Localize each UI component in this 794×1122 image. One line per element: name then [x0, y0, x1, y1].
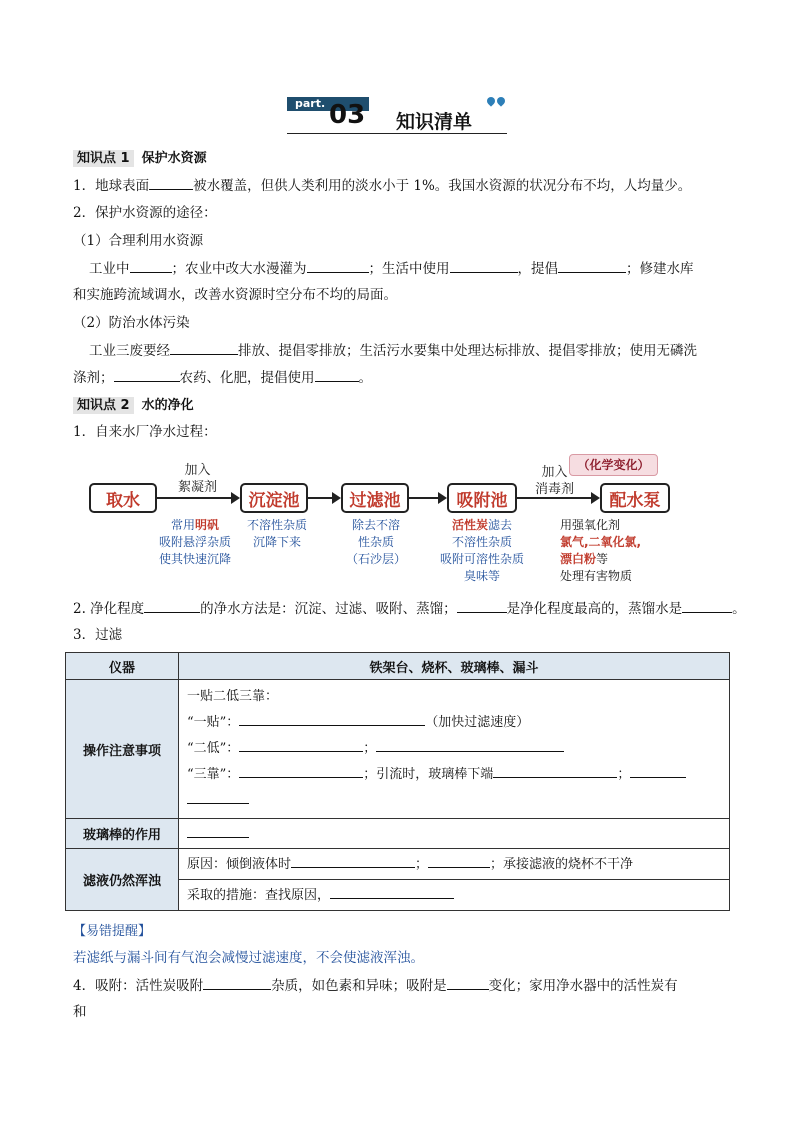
- text: 使其快速沉降: [158, 552, 231, 566]
- kp1-line-7: [89, 340, 697, 361]
- text: ；承接滤液的烧杯不干净: [490, 857, 634, 872]
- adsorb-line-2: 和: [73, 1004, 87, 1020]
- text: 杂质，如色素和异味；吸附是: [271, 978, 447, 994]
- kp1-line-8: [73, 367, 372, 388]
- header-rule: [287, 133, 507, 134]
- fill-blank[interactable]: [291, 853, 415, 868]
- kp1-line-1: [73, 175, 691, 196]
- text: （加快过滤速度）: [425, 715, 530, 730]
- text: 是净化程度最高的，蒸馏水是: [506, 601, 683, 617]
- fill-blank[interactable]: [130, 258, 172, 273]
- flow-box-adsorption: 吸附池: [447, 483, 517, 513]
- kp1-line-6: （2）防治水体污染: [73, 315, 190, 331]
- text: 絮凝剂: [177, 480, 217, 495]
- page-title: 知识清单: [396, 111, 473, 133]
- water-drop-icon: [485, 95, 496, 106]
- text: “一贴”：: [187, 715, 240, 730]
- instruments-value: 铁架台、烧杯、玻璃棒、漏斗: [179, 653, 730, 680]
- text: 臭味等: [463, 569, 500, 583]
- three-lean-line: [187, 762, 721, 788]
- water-drop-icon: [495, 95, 506, 106]
- kp2-title: 水的净化: [141, 398, 194, 413]
- text: ；修建水库: [626, 261, 694, 277]
- text: ；: [617, 767, 631, 782]
- flow-box-pump: 配水泵: [600, 483, 670, 513]
- flow-box-intake: 取水: [89, 483, 157, 513]
- fill-blank[interactable]: [239, 711, 425, 726]
- text: 漂白粉: [560, 552, 597, 566]
- text: 除去不溶: [351, 518, 400, 532]
- row-header-rod-role: 玻璃棒的作用: [66, 819, 179, 849]
- text: 处理有害物质: [560, 569, 633, 583]
- text: 的净水方法是：沉淀、过滤、吸附、蒸馏；: [200, 601, 457, 617]
- fill-blank[interactable]: [307, 258, 369, 273]
- text: （石沙层）: [345, 552, 406, 566]
- kp2-tag: 知识点 2: [73, 397, 134, 414]
- fill-blank[interactable]: [315, 367, 359, 382]
- fill-blank[interactable]: [493, 763, 617, 778]
- fill-blank[interactable]: [114, 367, 180, 382]
- note-filtration: [343, 517, 409, 568]
- one-stick-line: [187, 710, 721, 736]
- text: 原因：倾倒液体时: [187, 857, 292, 872]
- kp2-line-1: 1．自来水厂净水过程：: [73, 424, 217, 440]
- rod-role-cell: [179, 819, 730, 849]
- text: 加入: [541, 465, 568, 480]
- text: 明矾: [195, 518, 220, 532]
- kp2-heading: [73, 395, 194, 416]
- part-label: part.: [287, 97, 369, 111]
- fill-blank[interactable]: [376, 737, 564, 752]
- text: 被水覆盖，但供人类利用的淡水小于 1%。我国水资源的状况分布不均，人均量少。: [193, 178, 692, 194]
- row-header-turbid: 滤液仍然浑浊: [66, 849, 179, 911]
- text: 用强氧化剂: [560, 518, 621, 532]
- text: 农药、化肥，提倡使用: [179, 370, 315, 386]
- text: 等: [596, 552, 609, 566]
- fill-blank[interactable]: [203, 975, 271, 990]
- kp1-line-2: 2．保护水资源的途径：: [73, 205, 217, 221]
- kp1-tag: 知识点 1: [73, 150, 134, 167]
- kp1-line-5: 和实施跨流域调水，改善水资源时空分布不均的局面。: [73, 287, 397, 303]
- fill-blank[interactable]: [447, 975, 489, 990]
- row-header-precautions: 操作注意事项: [66, 680, 179, 819]
- flow-box-filtration: 过滤池: [341, 483, 409, 513]
- fill-blank[interactable]: [239, 763, 363, 778]
- add-flocculant-label: [170, 462, 225, 496]
- flow-arrow: [157, 497, 238, 499]
- text: 排放、提倡零排放；生活污水要集中处理达标排放、提倡零排放；使用无磷洗: [238, 343, 697, 359]
- two-low-line: [187, 736, 721, 762]
- text: 滤去: [488, 518, 513, 532]
- precautions-cell: [179, 680, 730, 819]
- kp1-line-3: （1）合理利用水资源: [73, 233, 204, 249]
- text: “二低”：: [187, 741, 240, 756]
- text: 加入: [184, 463, 211, 478]
- flow-box-sedimentation: 沉淀池: [240, 483, 308, 513]
- filtration-table: [65, 652, 730, 911]
- text: 变化；家用净水器中的活性炭有: [488, 978, 678, 994]
- fill-blank[interactable]: [149, 175, 193, 190]
- fill-blank[interactable]: [330, 884, 454, 899]
- text: 氯气,二氧化氯,: [560, 535, 642, 549]
- adsorb-line-1: [73, 975, 678, 996]
- tip-body: 若滤纸与漏斗间有气泡会减慢过滤速度，不会使滤液浑浊。: [73, 950, 424, 966]
- flow-arrow: [409, 497, 445, 499]
- fill-blank[interactable]: [558, 258, 626, 273]
- kp1-line-4: [89, 258, 694, 279]
- text: 沉降下来: [252, 535, 301, 549]
- text: 性杂质: [357, 535, 394, 549]
- text: 。: [732, 601, 746, 617]
- fill-blank[interactable]: [630, 763, 686, 778]
- text: 吸附悬浮杂质: [158, 535, 231, 549]
- text: 常用: [170, 518, 195, 532]
- text: 4．吸附：活性炭吸附: [73, 978, 204, 994]
- text: ；农业中改大水漫灌为: [171, 261, 307, 277]
- text: ；: [415, 857, 429, 872]
- fill-blank[interactable]: [239, 737, 363, 752]
- text: 吸附可溶性杂质: [439, 552, 524, 566]
- chemical-change-tag: （化学变化）: [569, 454, 658, 476]
- note-sedimentation: [150, 517, 240, 568]
- tip-title: 【易错提醒】: [73, 924, 152, 939]
- fill-blank[interactable]: [457, 598, 507, 613]
- part-number: 03: [329, 100, 366, 130]
- kp2-line-3: 3．过滤: [73, 627, 123, 643]
- text: ；引流时，玻璃棒下端: [363, 767, 494, 782]
- text: 2. 净化程度: [73, 601, 145, 617]
- kp1-heading: [73, 148, 207, 169]
- text: 不溶性杂质: [246, 518, 307, 532]
- text: 工业三废要经: [89, 343, 170, 359]
- text: ，提倡: [517, 261, 558, 277]
- flow-arrow: [308, 497, 339, 499]
- text: 。: [358, 370, 372, 386]
- note-settle: [238, 517, 316, 551]
- note-disinfection: [560, 517, 641, 585]
- measure-line: [179, 880, 729, 910]
- fill-blank[interactable]: [170, 340, 238, 355]
- fill-blank[interactable]: [187, 789, 249, 804]
- text: ；生活中使用: [368, 261, 450, 277]
- note-adsorption: [432, 517, 532, 585]
- kp2-line-2: [73, 598, 746, 619]
- text: 活性炭: [451, 518, 488, 532]
- turbid-cell: [179, 849, 730, 911]
- text: 工业中: [89, 261, 130, 277]
- text: 采取的措施：查找原因，: [187, 888, 331, 903]
- text: “三靠”：: [187, 767, 240, 782]
- row-header-instruments: 仪器: [66, 653, 179, 680]
- text: 消毒剂: [534, 482, 574, 497]
- text: 涤剂；: [73, 370, 114, 386]
- fill-blank[interactable]: [187, 823, 249, 838]
- text: 不溶性杂质: [451, 535, 512, 549]
- text: 一贴二低三靠：: [187, 689, 279, 704]
- kp1-title: 保护水资源: [141, 151, 207, 166]
- fill-blank[interactable]: [450, 258, 518, 273]
- text: ；: [363, 741, 377, 756]
- text: 1．地球表面: [73, 178, 150, 194]
- fill-blank[interactable]: [682, 598, 732, 613]
- fill-blank[interactable]: [144, 598, 200, 613]
- reason-line: [179, 849, 729, 880]
- fill-blank[interactable]: [428, 853, 490, 868]
